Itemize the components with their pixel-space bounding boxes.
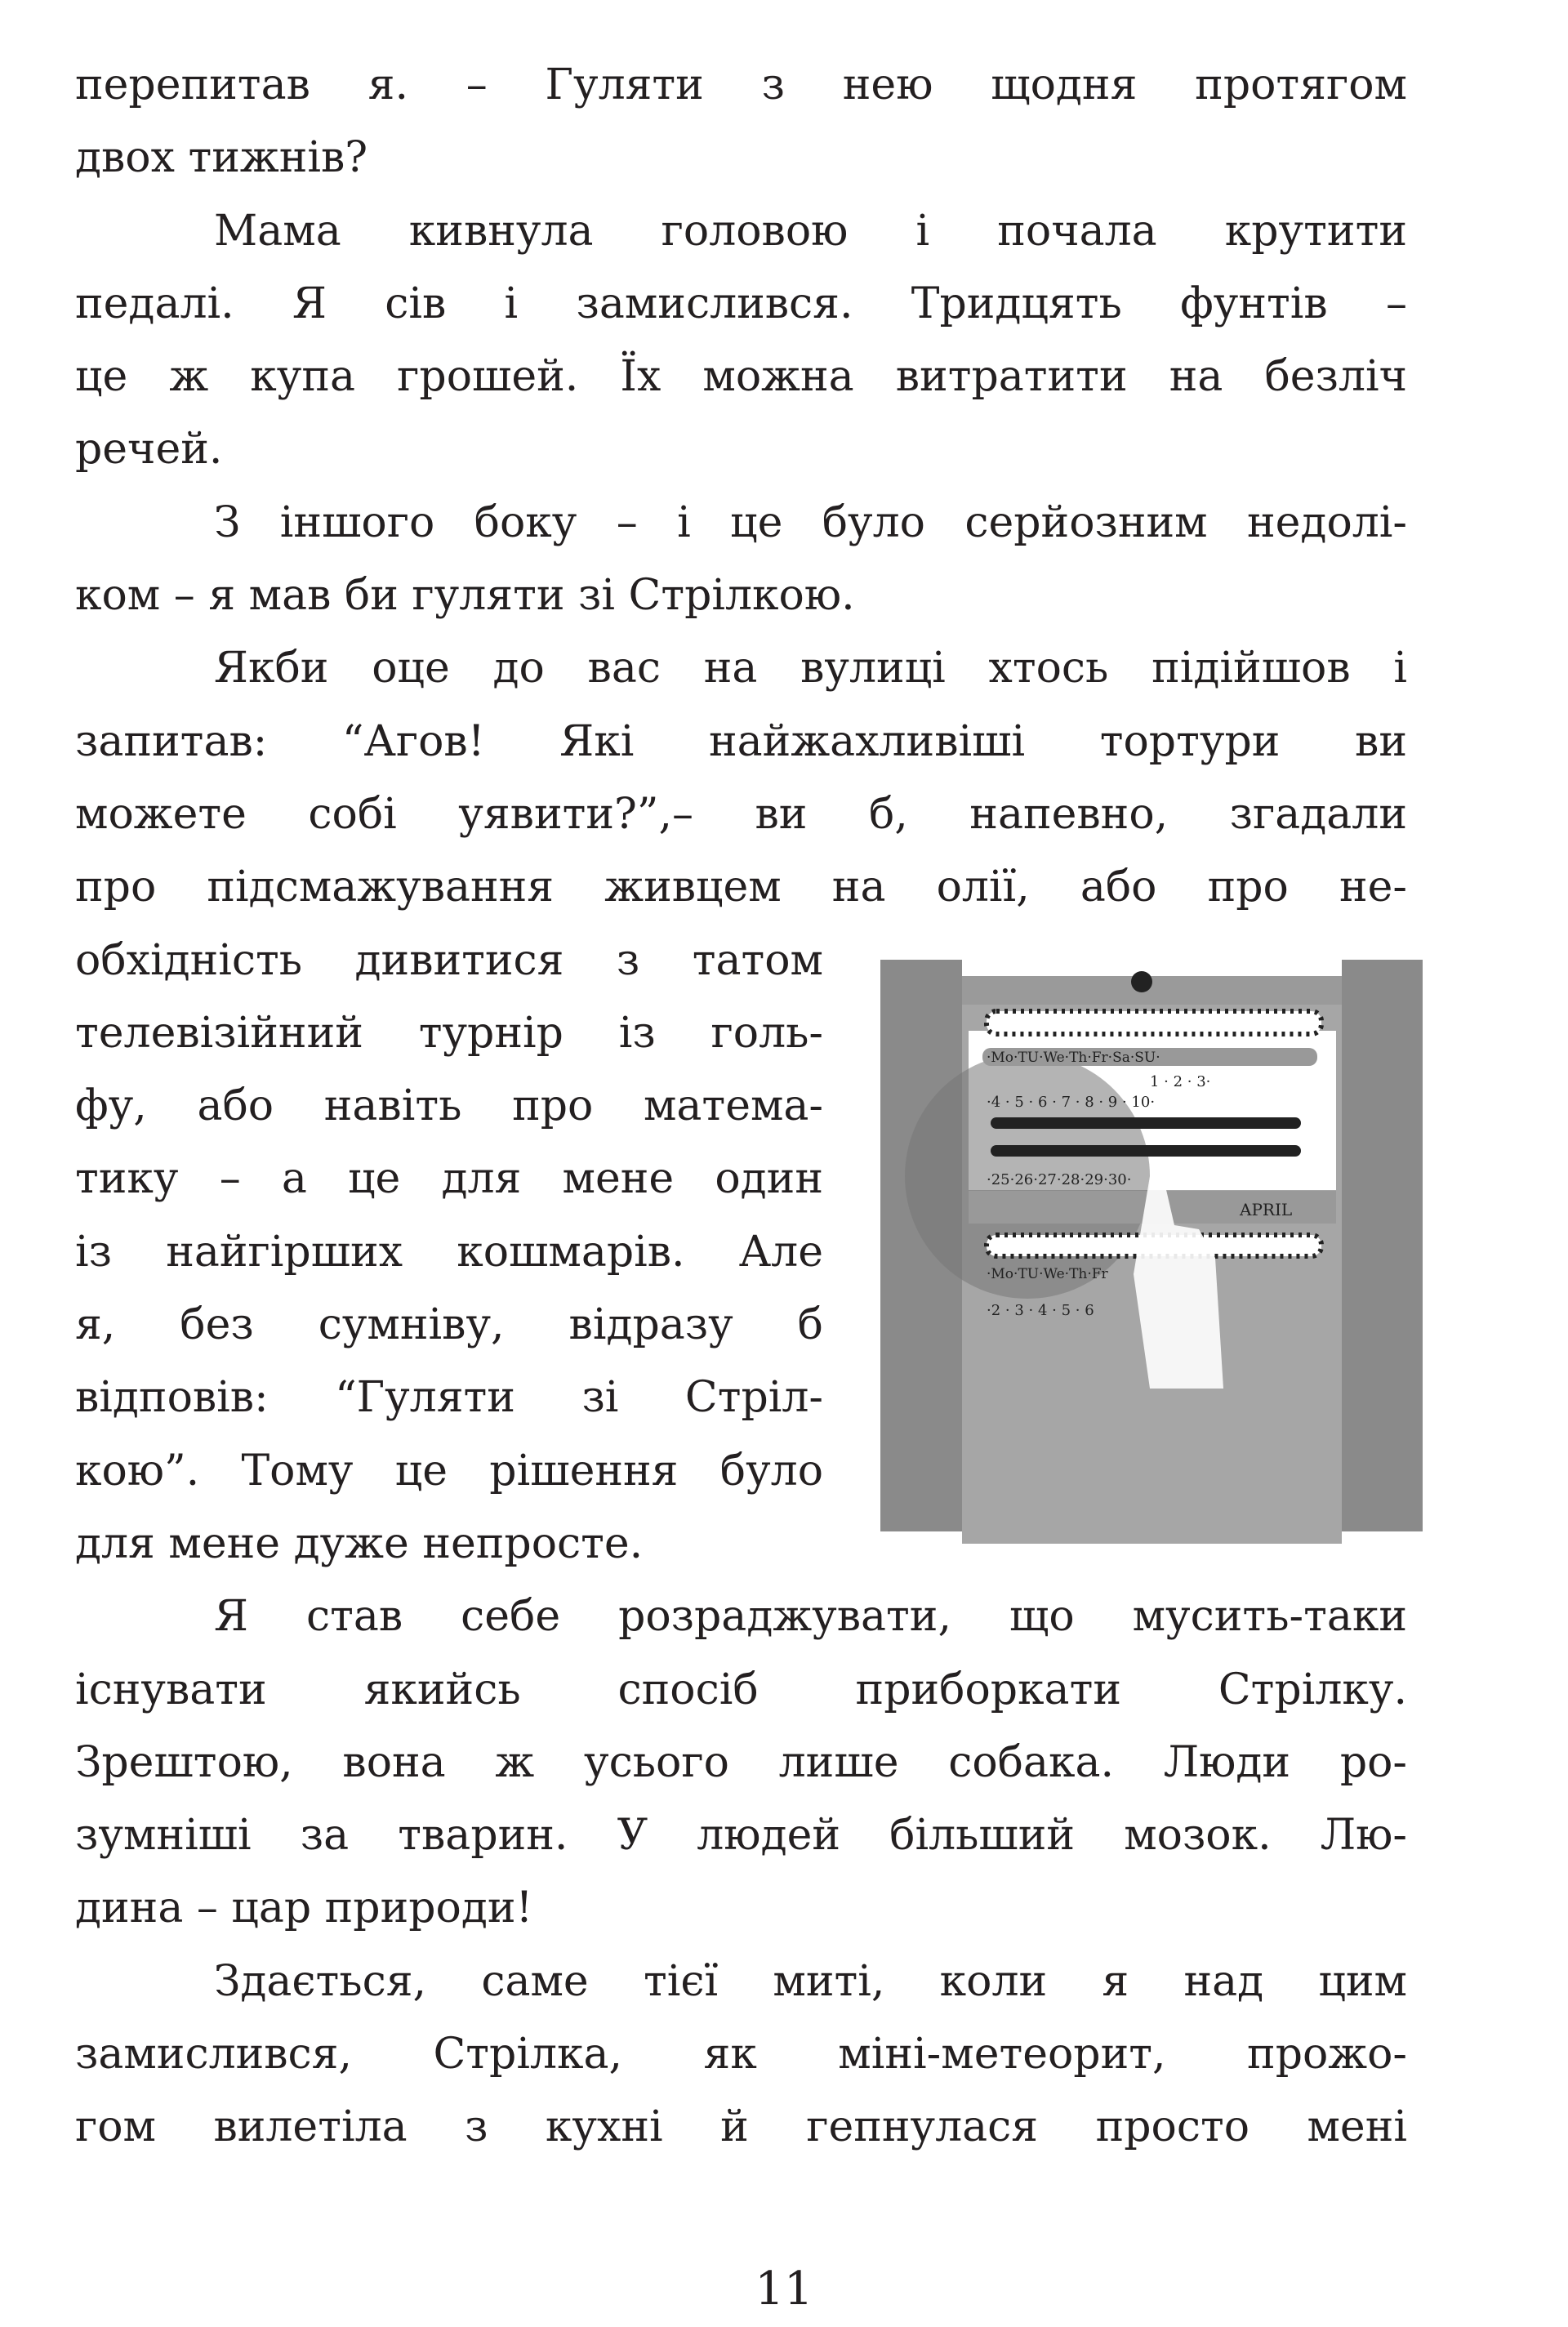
text-line: кою”. Тому це рішення було (75, 1446, 823, 1496)
text-line: для мене дуже непросте. (75, 1518, 644, 1568)
text-line: Зрештою, вона ж усього лише собака. Люди ро- (75, 1737, 1407, 1787)
text-line: обхідність дивитися з татом (75, 935, 823, 985)
text-line: Якби оце до вас на вулиці хтось підійшов і (214, 644, 1407, 693)
text-line: я, без сумніву, відразу б (75, 1300, 823, 1350)
spiral-top (987, 1011, 1321, 1034)
text-line: фу, або навіть про матема- (75, 1081, 823, 1131)
text-line: педалі. Я сів і замислився. Тридцять фунтів – (75, 279, 1407, 328)
page-number: 11 (755, 2262, 813, 2316)
text-line: дина – цар природи! (75, 1883, 533, 1933)
calendar-row: ·4 · 5 · 6 · 7 · 8 · 9 · 10· (987, 1094, 1156, 1111)
text-line: Здається, саме тієї миті, коли я над цим (214, 1956, 1407, 2006)
text-line: двох тижнів? (75, 133, 368, 183)
football-icon (1131, 971, 1152, 992)
text-line: замислився, Стрілка, як міні-метеорит, прожо- (75, 2030, 1407, 2080)
calendar-row: ·25·26·27·28·29·30· (987, 1171, 1132, 1188)
text-line: із найгірших кошмарів. Але (75, 1227, 823, 1277)
month-label: APRIL (1240, 1200, 1293, 1219)
text-line: телевізійний турнір із голь- (75, 1008, 823, 1058)
text-line: гом вилетіла з кухні й гепнулася просто мені (75, 2102, 1407, 2152)
text-line: тику – а це для мене один (75, 1154, 823, 1204)
calendar-row: 1 · 2 · 3· (1150, 1073, 1211, 1090)
text-line: існувати якийсь спосіб приборкати Стрілку. (75, 1665, 1407, 1714)
text-line: Мама кивнула головою і почала крутити (214, 206, 1407, 256)
text-line: про підсмажування живцем на олії, або про не- (75, 863, 1407, 912)
text-line: це ж купа грошей. Їх можна витратити на безліч (75, 352, 1407, 402)
right-wall (1342, 960, 1423, 1531)
text-line: зумніші за тварин. У людей більший мозок. Лю- (75, 1811, 1407, 1861)
text-line: відповів: “Гуляти зі Стріл- (75, 1373, 823, 1423)
text-line: ком – я мав би гуляти зі Стрілкою. (75, 571, 855, 621)
text-line: З іншого боку – і це було серйозним недолі- (214, 497, 1407, 547)
text-line: речей. (75, 425, 223, 475)
calendar-illustration (880, 931, 1423, 1552)
text-line: запитав: “Агов! Які найжахливіші тортури ви (75, 716, 1407, 766)
text-line: можете собі уявити?”,– ви б, напевно, згадали (75, 789, 1407, 839)
weekday-labels: ·Mo·TU·We·Th·Fr·Sa·SU· (987, 1050, 1160, 1066)
text-line: Я став себе розраджувати, що мусить-таки (214, 1592, 1407, 1642)
calendar-row: ·2 · 3 · 4 · 5 · 6 (987, 1302, 1094, 1319)
text-line: перепитав я. – Гуляти з нею щодня протягом (75, 60, 1407, 109)
weekday-labels: ·Mo·TU·We·Th·Fr (987, 1266, 1108, 1282)
